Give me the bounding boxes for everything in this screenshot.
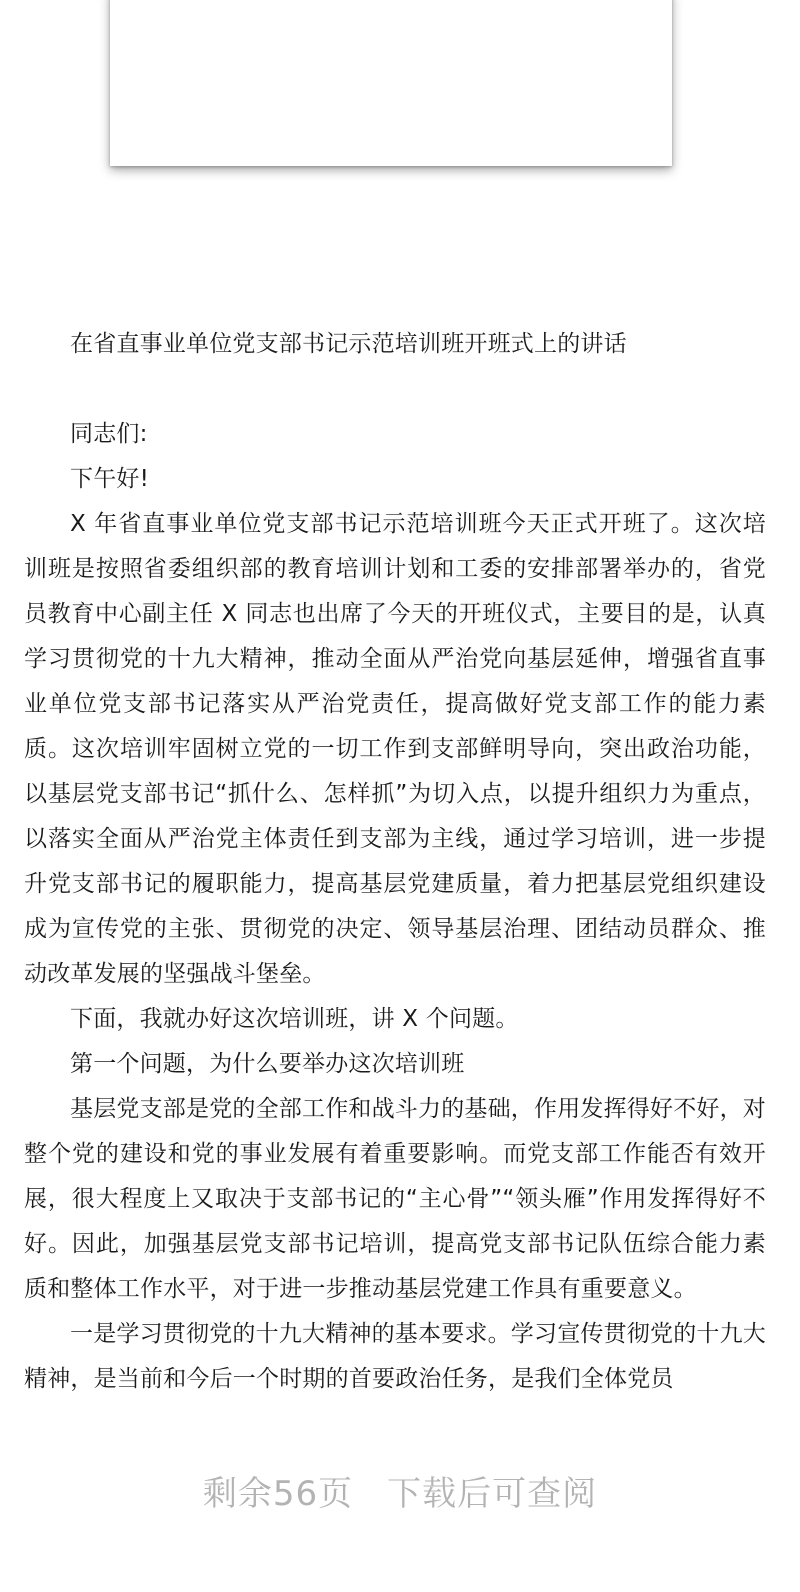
document-body: [24, 322, 766, 1402]
remaining-pages-label: 剩余56页: [202, 1474, 354, 1514]
paragraph-point-1: 一是学习贯彻党的十九大精神的基本要求。学习宣传贯彻党的十九大精神，是当前和今后一个时期的首要政治任务，是我们全体党员: [24, 1321, 766, 1392]
paragraph-outline: 下面，我就办好这次培训班，讲 X 个问题。: [70, 1006, 519, 1032]
paragraph-salutation: 同志们:: [70, 421, 148, 447]
section-heading-1: 第一个问题，为什么要举办这次培训班: [70, 1051, 465, 1077]
paragraph-greeting: 下午好!: [70, 466, 150, 492]
previous-page-sheet: [110, 0, 672, 166]
paragraph-intro: X 年省直事业单位党支部书记示范培训班今天正式开班了。这次培训班是按照省委组织部的教育培训计划和工委的安排部署举办的，省党员教育中心副主任 X 同志也出席了今天的开班仪式，主要目的是，认真学习贯彻党的十九大精神，推动全面从严治党向基层延伸，增强省直事业单位党支部书记落实从严治党责任，提高做好党支部工作的能力素质。这次培训牢固树立党的一切工作到支部鲜明导向，突出政治功能，以基层党支部书记“抓什么、怎样抓”为切入点，以提升组织力为重点，以落实全面从严治党主体责任到支部为主线，通过学习培训，进一步提升党支部书记的履职能力，提高基层党建质量，着力把基层党组织建设成为宣传党的主张、贯彻党的决定、领导基层治理、团结动员群众、推动改革发展的坚强战斗堡垒。: [24, 511, 766, 987]
download-to-view-label: 下载后可查阅: [387, 1474, 598, 1514]
download-prompt[interactable]: [0, 1466, 800, 1515]
document-title: 在省直事业单位党支部书记示范培训班开班式上的讲话: [70, 331, 627, 357]
paragraph-section-1: 基层党支部是党的全部工作和战斗力的基础，作用发挥得好不好，对整个党的建设和党的事业发展有着重要影响。而党支部工作能否有效开展，很大程度上又取决于支部书记的“主心骨”“领头雁”作用发挥得好不好。因此，加强基层党支部书记培训，提高党支部书记队伍综合能力素质和整体工作水平，对于进一步推动基层党建工作具有重要意义。: [24, 1096, 766, 1302]
